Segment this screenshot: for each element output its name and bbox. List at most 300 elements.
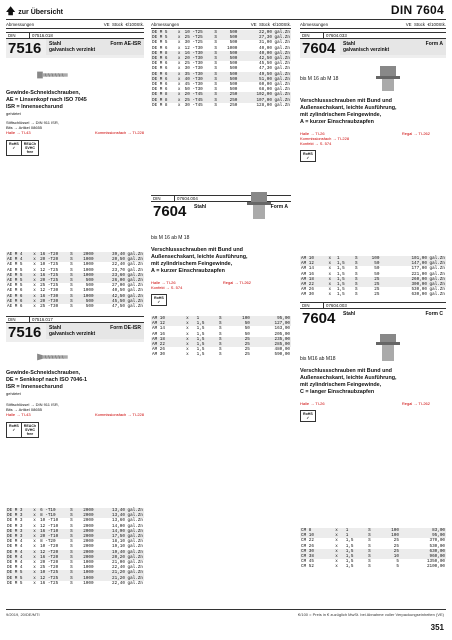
table-cell: 16 -T20 [39, 252, 69, 257]
table-cell: 500 [229, 40, 238, 46]
table-cell: DE M 6 [152, 45, 168, 51]
table-cell: DE M 5 [7, 580, 23, 586]
table-cell: AE M 6 [6, 294, 32, 299]
table-cell: S [213, 77, 220, 82]
table-cell: 1,5 [336, 287, 345, 293]
table-cell: 22,40 gal.Zn [112, 262, 143, 268]
table-cell: 1,5 [336, 271, 345, 277]
table-cell: 1 [336, 256, 354, 261]
product-number: 7604 [302, 40, 336, 57]
table-cell: x [186, 347, 189, 353]
column-header: Abmessungen VE Stück €/100Stk. [6, 22, 144, 27]
table-cell: x [33, 262, 36, 268]
table-cell: 25 -T30 [184, 61, 203, 67]
table-cell: 40 -T30 [184, 77, 214, 82]
table-cell: 22,40 gal.Zn [112, 580, 143, 586]
table-cell: DE M 3 [6, 529, 32, 534]
table-cell: x [328, 256, 336, 261]
table-cell: 25 -T30 [40, 303, 59, 309]
table-cell: DE M 4 [6, 555, 32, 560]
table-cell: 1 [345, 528, 367, 533]
table-cell: 1,5 [345, 549, 367, 554]
table-cell: 20 -T25 [39, 278, 69, 283]
table-cell: S [213, 92, 220, 97]
table-cell: 20,20 gal.Zn [95, 555, 144, 560]
rohs-reach-badge: RoHS ✓ REACh SVHC free [6, 140, 39, 156]
table-cell: S [368, 543, 371, 549]
table-cell: x [185, 321, 196, 326]
table-row [6, 581, 144, 586]
table-cell: 2000 [76, 550, 94, 555]
table-cell: x [185, 337, 196, 342]
table-cell: x [177, 40, 181, 46]
table-row [6, 304, 144, 309]
table-cell: 1000 [76, 257, 94, 262]
table-cell: 21,20 gal.Zn [95, 570, 144, 575]
table-cell: 10 -T25 [184, 30, 214, 35]
table-cell: S [214, 40, 217, 46]
table-cell: x [334, 549, 345, 554]
table-cell: 13,40 gal.Zn [95, 508, 144, 513]
table-cell: AM 18 [300, 277, 328, 282]
table-cell: 25 [229, 342, 251, 347]
table-cell: S [213, 97, 220, 102]
section-7516-de: DIN 07516.017 7516 Stahl Form DE-ISR galvanisch verzinkt Gewinde-Schneidschrauben, DE = Senkkopf nach ISO 7046-1 ISR = Innensechsrund gehärtet Stiftschlüssel → DIN 911 ISR, Bits → Artikel 08655 Halle → TI-43 Kommissionsfach → TI-228 RoHS ✓ REACh SVHC free [6, 317, 144, 436]
table-cell: S [214, 66, 217, 72]
table-row [151, 103, 291, 108]
table-cell: x [177, 81, 181, 87]
table-cell: 1000 [83, 559, 94, 565]
table-cell: 1000 [83, 580, 94, 586]
table-cell: DE M 6 [152, 87, 168, 93]
table-cell: DE M 3 [7, 523, 23, 529]
table-cell: 1 [345, 533, 367, 538]
table-cell: DE M 6 [151, 72, 177, 77]
table-cell: 25 [362, 282, 380, 287]
table-cell: 163,00 [274, 326, 290, 332]
table-row [300, 564, 446, 569]
table-cell: DE M 3 [6, 513, 32, 518]
table-cell: S [218, 316, 229, 321]
table-cell: x [32, 555, 39, 560]
table-cell: 25 [244, 352, 250, 358]
halle-link[interactable]: Halle → TI-26 [151, 280, 176, 285]
table-cell: x [328, 261, 336, 266]
table-cell: 45 -T30 [184, 81, 203, 87]
table-cell: x [177, 87, 181, 93]
plug-screw-drawing-icon [360, 64, 420, 94]
table-cell: 500 [229, 87, 238, 93]
table-cell: S [213, 51, 220, 56]
table-cell: 40,50 gal.Zn [112, 288, 143, 294]
table-cell: 1,5 [345, 559, 354, 565]
table-cell: 1,5 [345, 554, 367, 559]
table-cell: 500 [85, 303, 94, 309]
table-cell: 1,5 [196, 326, 205, 332]
table-cell: 50 -T30 [184, 87, 203, 93]
table-cell: S [367, 533, 378, 538]
table-cell: AE M 5 [6, 278, 32, 283]
halle-link[interactable]: Halle → TI-43 [6, 130, 31, 135]
table-cell: AE M 5 [7, 267, 23, 273]
table-cell: AM 14 [152, 326, 165, 332]
table-cell: 30 -T25 [184, 40, 203, 46]
table-cell: 50 [374, 271, 380, 277]
table-cell: 2000 [76, 529, 94, 534]
table-cell: x [328, 266, 332, 272]
table-cell: 250 [220, 97, 238, 102]
table-cell: 60,00 gal.Zn [259, 81, 290, 87]
table-cell: S [69, 555, 76, 560]
table-cell: CM 22 [301, 538, 314, 544]
table-cell: 20 -T10 [39, 534, 69, 539]
rohs-badge: RoHS ✓ [300, 150, 316, 162]
table-cell: 25 -T25 [40, 283, 59, 289]
table-cell: S [354, 282, 362, 287]
table-cell: x [32, 550, 39, 555]
column-header: Abmessungen VE Stück €/100Stk. [300, 22, 446, 27]
table-cell: 45,50 gal.Zn [95, 299, 144, 304]
overview-label: zur Übersicht [18, 8, 63, 16]
table-cell: AE M 5 [7, 283, 23, 289]
table-cell: 39,40 gal.Zn [95, 252, 144, 257]
section-7604-a: DIN 07604.004 7604 Stahl Form A bis M 16 ab M 18 Verschlussschrauben mit Bund und Außensechskant, leichte Ausführung, mit zylindrischem Feingewinde, A = kurzer Einschraubzapfen Halle → TI-26 Regal → TI-262 Konfekt → S. 574 RoHS ✓ AM 10 x 1 S 100 95,00 AM 12 x 1,5 S 50 127,00 AM 14 x 1,5 S 50 163,00 AM 16 x 1,5 S 50 205,00 AM 18 x 1,5 S 25 235,00 AM 22 x 1,5 S 25 285,00 AM 26 x 1,5 S 25 480,00 AM 30 x 1,5 S 25 590,00 [151, 195, 291, 358]
kommissionsfach-link[interactable]: Kommissionsfach → TI-228 [94, 412, 144, 417]
table-cell: DE M 5 [6, 570, 32, 575]
screw-drawing-icon [36, 68, 70, 82]
table-cell: 10 -T25 [39, 570, 69, 575]
table-cell: AM 26 [301, 287, 314, 293]
table-cell: 5 [396, 564, 399, 570]
table-cell: AM 10 [151, 316, 185, 321]
table-cell: DE M 6 [152, 81, 168, 87]
table-cell: x [32, 529, 39, 534]
table-cell: DE M 4 [7, 539, 23, 545]
table-7516-de [6, 508, 144, 586]
table-cell: x [33, 523, 36, 529]
table-cell: CM 52 [301, 564, 314, 570]
table-cell: 1000 [83, 267, 94, 273]
table-cell: 2000 [83, 539, 94, 545]
table-cell: DE M 5 [151, 30, 177, 35]
table-cell: S [354, 256, 362, 261]
table-cell: x [33, 303, 36, 309]
table-cell: 1350,00 [426, 559, 445, 565]
table-cell: 21,20 gal.Zn [95, 575, 144, 580]
regal-link[interactable]: Regal → TI-262 [401, 131, 430, 136]
table-7604-c [300, 528, 446, 570]
table-cell: x [32, 294, 39, 299]
size-range-label: bis M 16 ab M 18 [151, 235, 190, 241]
table-cell: x [328, 287, 332, 293]
table-cell: 100 [362, 256, 380, 261]
halle-link[interactable]: Halle → TI-26 [300, 401, 325, 406]
page-number: 351 [430, 623, 444, 632]
table-cell: DE M 3 [6, 508, 32, 513]
table-cell: 25 [374, 287, 380, 293]
home-arrow-icon: 🡅 [6, 6, 16, 16]
table-cell: 50 [244, 326, 250, 332]
footer-edition: 9/2019, 20/DE/MTI [6, 612, 40, 617]
table-cell: x [33, 518, 36, 524]
table-cell: 102,00 gal.Zn [238, 92, 291, 97]
table-cell: 25 [362, 277, 380, 282]
table-cell: AE M 6 [6, 299, 32, 304]
regal-link[interactable]: Regal → TI-262 [222, 280, 251, 285]
table-cell: S [219, 326, 222, 332]
table-cell: AE M 4 [6, 252, 32, 257]
halle-link[interactable]: Halle → TI-26 [300, 131, 325, 136]
konfekt-link[interactable]: Konfekt → S. 574 [151, 285, 183, 290]
table-cell: 51,00 gal.Zn [238, 77, 291, 82]
table-cell: 500 [220, 35, 238, 40]
table-cell: DE M 6 [152, 61, 168, 67]
table-cell: x [32, 513, 39, 518]
table-cell: S [70, 262, 73, 268]
table-cell: S [70, 523, 73, 529]
kommissionsfach-link[interactable]: Kommissionsfach → TI-228 [94, 130, 144, 135]
table-cell: AE M 6 [7, 288, 23, 294]
table-cell: DE M 5 [152, 40, 168, 46]
table-cell: 25 [229, 337, 251, 342]
table-cell: AE M 5 [7, 262, 23, 268]
table-cell: 100 [229, 316, 251, 321]
header-divider [6, 19, 446, 20]
table-cell: 25 [393, 538, 399, 544]
table-cell: 47,30 gal.Zn [259, 66, 290, 72]
article-number-bar: DIN 07516.017 [6, 316, 144, 323]
table-cell: 1000 [83, 288, 94, 294]
table-cell: 1000 [83, 565, 94, 571]
table-cell: CM 38 [300, 554, 334, 559]
plug-screw-drawing-icon [231, 187, 291, 227]
table-cell: x [186, 326, 189, 332]
table-cell: S [219, 331, 222, 337]
table-cell: 16 -T25 [39, 273, 69, 278]
table-cell: AM 22 [300, 282, 328, 287]
table-cell: S [354, 292, 358, 298]
table-cell: 20 -T45 [184, 92, 214, 97]
table-cell: x [334, 533, 345, 538]
table-cell: 10 -T25 [40, 262, 59, 268]
product-type: Stahl Form C [340, 309, 446, 319]
table-cell: 1,5 [196, 321, 218, 326]
page-title: DIN 7604 [390, 3, 444, 17]
table-cell: 14,90 gal.Zn [95, 529, 144, 534]
product-type: Stahl Form DE-ISR galvanisch verzinkt [46, 323, 144, 339]
table-cell: 235,00 [251, 337, 291, 342]
table-cell: 1000 [227, 45, 238, 51]
table-cell: 16 -T10 [39, 529, 69, 534]
section-7604-c: DIN 07604.003 7604 Stahl Form C bis M16 ab M18 Verschlussschrauben mit Bund und Außensechskant, leichte Ausführung, mit zylindrischem Feingewinde, C = langer Einschraubzapfen Halle → TI-26 Regal → TI-262 RoHS ✓ [300, 302, 446, 422]
table-cell: DE M 4 [7, 544, 23, 550]
table-cell: x [185, 342, 196, 347]
table-cell: S [367, 554, 378, 559]
table-cell: 2000 [76, 534, 94, 539]
rohs-badge: RoHS ✓ [151, 294, 167, 306]
table-cell: x [335, 538, 338, 544]
table-cell: DE M 6 [151, 77, 177, 82]
table-cell: DE M 5 [151, 35, 177, 40]
table-cell: S [354, 261, 362, 266]
product-type: Stahl Form A galvanisch verzinkt [340, 39, 446, 55]
table-cell: 1,5 [345, 538, 354, 544]
back-to-overview-link[interactable] [6, 5, 63, 19]
table-cell: 147,00 gal.Zn [380, 261, 446, 266]
table-cell: x [177, 102, 181, 108]
table-cell: 500 [229, 61, 238, 67]
table-cell: S [70, 539, 73, 545]
table-cell: x [32, 508, 39, 513]
table-7516-ae [6, 252, 144, 309]
table-cell: 2000 [76, 252, 94, 257]
table-cell: 12 -T10 [40, 523, 59, 529]
table-cell: AM 14 [301, 266, 314, 272]
table-cell: x [186, 352, 189, 358]
table-cell: 95,00 [400, 533, 446, 538]
table-cell: 16 -T30 [184, 51, 214, 56]
table-cell: S [69, 299, 76, 304]
table-cell: AE M 4 [6, 257, 32, 262]
article-number-bar: DIN 07604.033 [300, 32, 446, 39]
table-cell: AM 26 [152, 347, 165, 353]
table-cell: x [177, 30, 184, 35]
table-cell: S [214, 61, 217, 67]
table-cell: S [69, 278, 76, 283]
table-cell: S [219, 347, 222, 353]
regal-link[interactable]: Regal → TI-262 [401, 401, 430, 406]
table-cell: AE M 6 [7, 303, 23, 309]
table-cell: x [177, 35, 184, 40]
table-cell: 27,30 gal.Zn [238, 35, 291, 40]
table-cell: S [219, 352, 222, 358]
product-header [300, 309, 446, 328]
table-cell: 128,00 gal.Zn [256, 102, 290, 108]
table-cell: S [368, 564, 371, 570]
table-cell: x [328, 271, 332, 277]
table-cell: x [177, 45, 181, 51]
table-cell: DE M 4 [6, 550, 32, 555]
table-cell: DE M 3 [7, 518, 23, 524]
kommissionsfach-link[interactable]: Kommissionsfach → TI-228 [300, 136, 350, 141]
table-cell: 68,00 gal.Zn [259, 87, 290, 93]
table-cell: AM 18 [151, 337, 185, 342]
table-cell: S [69, 529, 76, 534]
table-cell: x [32, 278, 39, 283]
table-cell: DE M 8 [151, 51, 177, 56]
table-cell: 25 [378, 549, 400, 554]
table-cell: S [69, 257, 76, 262]
table-cell: 1000 [76, 294, 94, 299]
table-cell: 10 -T20 [40, 544, 59, 550]
table-cell: 14,00 gal.Zn [112, 523, 143, 529]
table-cell: S [213, 30, 220, 35]
table-cell: 100 [378, 528, 400, 533]
table-cell: S [367, 528, 378, 533]
table-cell: 300,00 gal.Zn [380, 282, 446, 287]
table-cell: 480,00 [274, 347, 290, 353]
table-cell: x [328, 282, 336, 287]
table-cell: 500 [229, 66, 238, 72]
table-cell: 50 [374, 266, 380, 272]
table-cell: x [328, 292, 332, 298]
table-cell: S [70, 580, 73, 586]
table-cell: 1,5 [345, 564, 354, 570]
table-cell: 6 -T10 [39, 508, 69, 513]
table-cell: 1,5 [345, 543, 354, 549]
table-row [300, 292, 446, 297]
table-cell: x [334, 554, 345, 559]
table-row [151, 352, 291, 357]
table-cell: 20 -T30 [39, 299, 69, 304]
product-header [6, 39, 144, 58]
table-cell: 1,5 [196, 352, 205, 358]
table-cell: x [32, 257, 39, 262]
table-cell: x [32, 273, 39, 278]
article-number-bar: DIN 07604.004 [151, 195, 291, 202]
table-cell: x [33, 539, 36, 545]
table-cell: 2000 [83, 518, 94, 524]
table-cell: 23,70 gal.Zn [112, 267, 143, 273]
table-cell: 40,00 gal.Zn [259, 45, 290, 51]
table-cell: x [177, 66, 181, 72]
table-cell: 1000 [83, 262, 94, 268]
table-cell: S [69, 513, 76, 518]
konfekt-link[interactable]: Konfekt → S. 574 [300, 141, 332, 146]
table-cell: 260,00 gal.Zn [380, 277, 446, 282]
table-cell: 1000 [76, 273, 94, 278]
table-cell: 590,00 [274, 352, 290, 358]
table-cell: AM 12 [300, 261, 328, 266]
table-cell: 1,5 [336, 277, 354, 282]
table-cell: 1 [196, 316, 218, 321]
table-cell: x [335, 564, 338, 570]
table-cell: x [177, 72, 184, 77]
table-cell: x [33, 559, 36, 565]
table-cell: 19,40 gal.Zn [95, 550, 144, 555]
table-cell: S [70, 565, 73, 571]
table-cell: x [32, 252, 39, 257]
table-cell: 12 -T25 [39, 575, 69, 580]
table-cell: 500 [220, 77, 238, 82]
product-header [6, 323, 144, 342]
table-cell: 1,5 [336, 282, 354, 287]
table-cell: 1,5 [196, 337, 218, 342]
table-cell: DE M 5 [6, 575, 32, 580]
table-cell: 5 [396, 559, 399, 565]
footer-divider [6, 609, 446, 610]
table-cell: x [177, 61, 181, 67]
table-cell: S [213, 72, 220, 77]
table-cell: 25 -T45 [184, 97, 214, 102]
table-cell: 40,00 gal.Zn [238, 51, 291, 56]
table-cell: 30 -T45 [184, 102, 203, 108]
table-cell: AM 16 [301, 271, 314, 277]
table-cell: S [69, 570, 76, 575]
table-cell: 31,00 gal.Zn [259, 40, 290, 46]
table-cell: 500 [220, 51, 238, 56]
table-cell: S [70, 544, 73, 550]
table-cell: AM 30 [301, 292, 314, 298]
table-cell: S [214, 102, 217, 108]
table-cell: x [177, 97, 184, 102]
halle-link[interactable]: Halle → TI-43 [6, 412, 31, 417]
product-type: Stahl Form AE-ISR galvanisch verzinkt [46, 39, 144, 55]
table-cell: 100 [378, 533, 400, 538]
table-cell: S [218, 337, 229, 342]
table-cell: 500 [76, 278, 94, 283]
article-number-bar: DIN 07516.018 [6, 32, 144, 39]
